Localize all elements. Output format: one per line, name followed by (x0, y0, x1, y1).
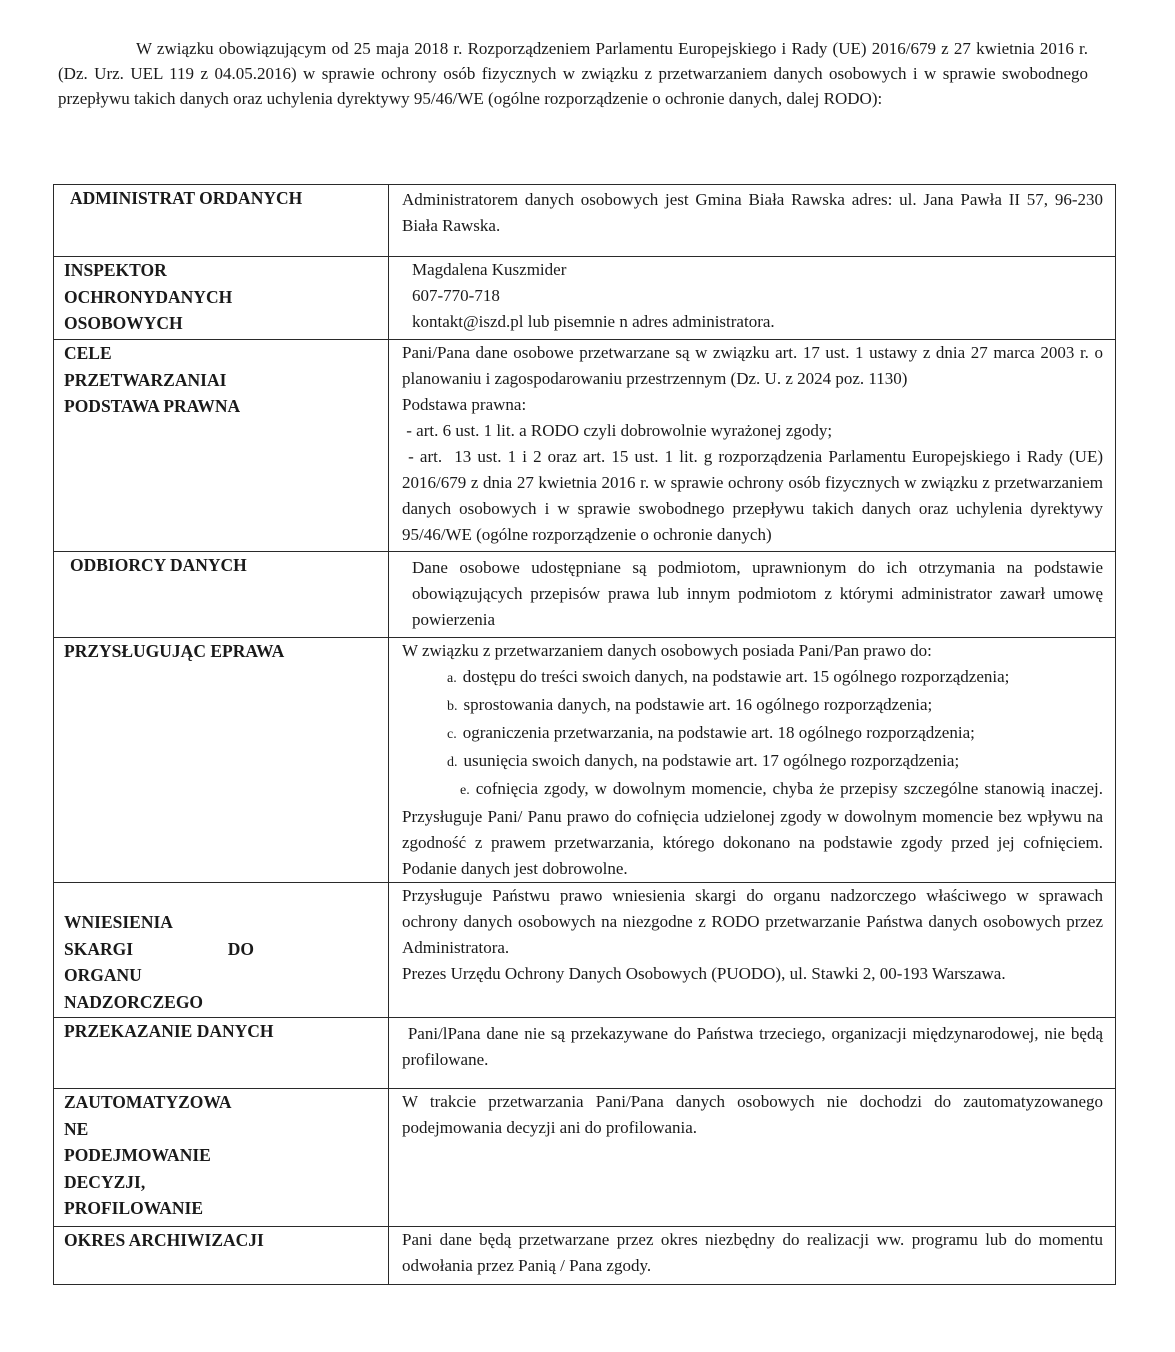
list-item (402, 776, 1103, 882)
list-item (402, 664, 1103, 692)
row-label-word: DO (227, 938, 254, 959)
row-automated-decisions (54, 1089, 1116, 1227)
row-label-line: DECYZJI, (64, 1171, 146, 1192)
inspector-name: Magdalena Kuszmider (412, 260, 567, 279)
row-label-word: SKARGI (64, 938, 134, 959)
rodo-info-table (53, 184, 1116, 1285)
complaint-text: Przysługuje Państwu prawo wniesienia skargi do organu nadzorczego właściwego w sprawach ochrony danych osobowych na niezgodne z RODO przetwarzanie Państwa danych osobowych przez Administratora. (402, 886, 1103, 957)
row-administrator (54, 185, 1116, 257)
row-label-line: PODEJMOWANIE (64, 1145, 211, 1165)
label-cell (54, 257, 389, 340)
content-cell (389, 340, 1116, 552)
legal-basis-item: - art. 13 ust. 1 i 2 oraz art. 15 ust. 1 lit. g rozporządzenia Parlamentu Europejskiego i Rady (UE) 2016/679 z dnia 27 kwietnia 2016 r. w sprawie ochrony osób fizycznych w związku z przetwarzaniem danych osobowych i w sprawie swobodnego przepływu takich danych oraz uchylenia dyrektywy 95/46/WE (ogólne rozporządzenie o ochronie danych) (402, 447, 1108, 544)
label-cell (54, 552, 389, 638)
list-item (402, 692, 1103, 720)
legal-basis-item: - art. 6 ust. 1 lit. a RODO czyli dobrowolnie wyrażonej zgody; (402, 421, 833, 440)
row-label-line: PRZETWARZANIAI (64, 369, 227, 390)
inspector-contact: kontakt@iszd.pl lub pisemnie n adres administratora. (412, 312, 775, 331)
row-label-line: ORGANU (64, 965, 142, 985)
row-label-line: ZAUTOMATYZOWA (64, 1092, 232, 1112)
row-label-line: OCHRONYDANYCH (64, 286, 233, 307)
list-marker: c. (447, 727, 457, 742)
label-cell (54, 340, 389, 552)
automated-text: W trakcie przetwarzania Pani/Pana danych osobowych nie dochodzi do zautomatyzowanego podejmowania decyzji ani do profilowania. (402, 1092, 1103, 1137)
inspector-phone: 607-770-718 (412, 286, 500, 305)
list-marker: e. (460, 783, 470, 798)
list-item (402, 748, 1103, 776)
content-cell (389, 1227, 1116, 1285)
list-marker: a. (447, 671, 457, 686)
row-transfer (54, 1018, 1116, 1089)
intro-paragraph: W związku obowiązującym od 25 maja 2018 r. Rozporządzeniem Parlamentu Europejskiego i Rady (UE) 2016/679 z 27 kwietnia 2016 r. (Dz. Urz. UEL 119 z 04.05.2016) w sprawie ochrony osób fizycznych w związku z przetwarzaniem danych osobowych i w sprawie swobodnego przepływu takich danych oraz uchylenia dyrektywy 95/46/WE (ogólne rozporządzenie o ochronie danych, dalej RODO): (58, 39, 1088, 108)
row-inspector (54, 257, 1116, 340)
list-item-text: ograniczenia przetwarzania, na podstawie art. 18 ogólnego rozporządzenia; (462, 723, 975, 742)
content-cell (389, 1018, 1116, 1089)
row-label-line: NADZORCZEGO (64, 991, 204, 1012)
label-cell (54, 185, 389, 257)
row-archive (54, 1227, 1116, 1285)
transfer-text: Pani/lPana dane nie są przekazywane do Państwa trzeciego, organizacji międzynarodowej, nie będą profilowane. (402, 1024, 1108, 1069)
label-cell (54, 638, 389, 883)
list-marker: b. (447, 699, 458, 714)
row-complaint (54, 883, 1116, 1018)
row-rights (54, 638, 1116, 883)
label-cell (54, 1089, 389, 1227)
archive-text: Pani dane będą przetwarzane przez okres niezbędny do realizacji ww. programu lub do momentu odwołania przez Panią / Pana zgody. (402, 1230, 1103, 1275)
row-label: ODBIORCY DANYCH (70, 555, 247, 575)
row-label-line: NE (64, 1118, 89, 1139)
purposes-paragraph: Pani/Pana dane osobowe przetwarzane są w związku art. 17 ust. 1 ustawy z dnia 27 marca 2003 r. o planowaniu i zagospodarowaniu przestrzennym (Dz. U. z 2024 poz. 1130) (402, 343, 1103, 388)
legal-basis-heading: Podstawa prawna: (402, 395, 527, 414)
administrator-text: Administratorem danych osobowych jest Gmina Biała Rawska adres: ul. Jana Pawła II 57, 96-230 Biała Rawska. (402, 190, 1103, 235)
row-recipients (54, 552, 1116, 638)
row-label: ADMINISTRAT ORDANYCH (70, 188, 303, 208)
rights-list (402, 664, 1103, 882)
row-label: PRZYSŁUGUJĄC EPRAWA (64, 641, 285, 661)
content-cell (389, 552, 1116, 638)
supervisory-authority: Prezes Urzędu Ochrony Danych Osobowych (PUODO), ul. Stawki 2, 00-193 Warszawa. (402, 964, 1006, 983)
row-label-line: PROFILOWANIE (64, 1198, 204, 1218)
list-item-text: sprostowania danych, na podstawie art. 16 ogólnego rozporządzenia; (463, 695, 933, 714)
row-label: OKRES ARCHIWIZACJI (64, 1230, 264, 1250)
row-purposes (54, 340, 1116, 552)
row-label: PRZEKAZANIE DANYCH (64, 1021, 274, 1041)
content-cell (389, 185, 1116, 257)
row-label-line-group (64, 936, 254, 963)
label-cell (54, 1018, 389, 1089)
recipients-text: Dane osobowe udostępniane są podmiotom, uprawnionym do ich otrzymania na podstawie obowiązujących przepisów prawa lub innym podmiotom z którymi administrator zawarł umowę powierzenia (412, 558, 1103, 629)
row-label-line: CELE (64, 343, 112, 363)
list-item (402, 720, 1103, 748)
label-cell (54, 1227, 389, 1285)
row-label-line: INSPEKTOR (64, 260, 167, 280)
list-item-text: usunięcia swoich danych, na podstawie art. 17 ogólnego rozporządzenia; (463, 751, 960, 770)
content-cell (389, 883, 1116, 1018)
rights-intro: W związku z przetwarzaniem danych osobowych posiada Pani/Pan prawo do: (402, 641, 932, 660)
row-label-line: OSOBOWYCH (64, 313, 183, 333)
list-item-text: cofnięcia zgody, w dowolnym momencie, chyba że przepisy szczególne stanowią inaczej. Przysługuje Pani/ Panu prawo do cofnięcia udzielonej zgody w dowolnym momencie bez wpływu na zgodność z prawem przetwarzania, którego dokonano na podstawie zgody przed jej cofnięciem. Podanie danych jest dobrowolne. (402, 779, 1103, 878)
row-label-line: WNIESIENIA (64, 912, 173, 932)
list-marker: d. (447, 755, 458, 770)
content-cell (389, 638, 1116, 883)
label-cell (54, 883, 389, 1018)
content-cell (389, 1089, 1116, 1227)
list-item-text: dostępu do treści swoich danych, na podstawie art. 15 ogólnego rozporządzenia; (462, 667, 1010, 686)
content-cell (389, 257, 1116, 340)
row-label-line: PODSTAWA PRAWNA (64, 396, 241, 416)
